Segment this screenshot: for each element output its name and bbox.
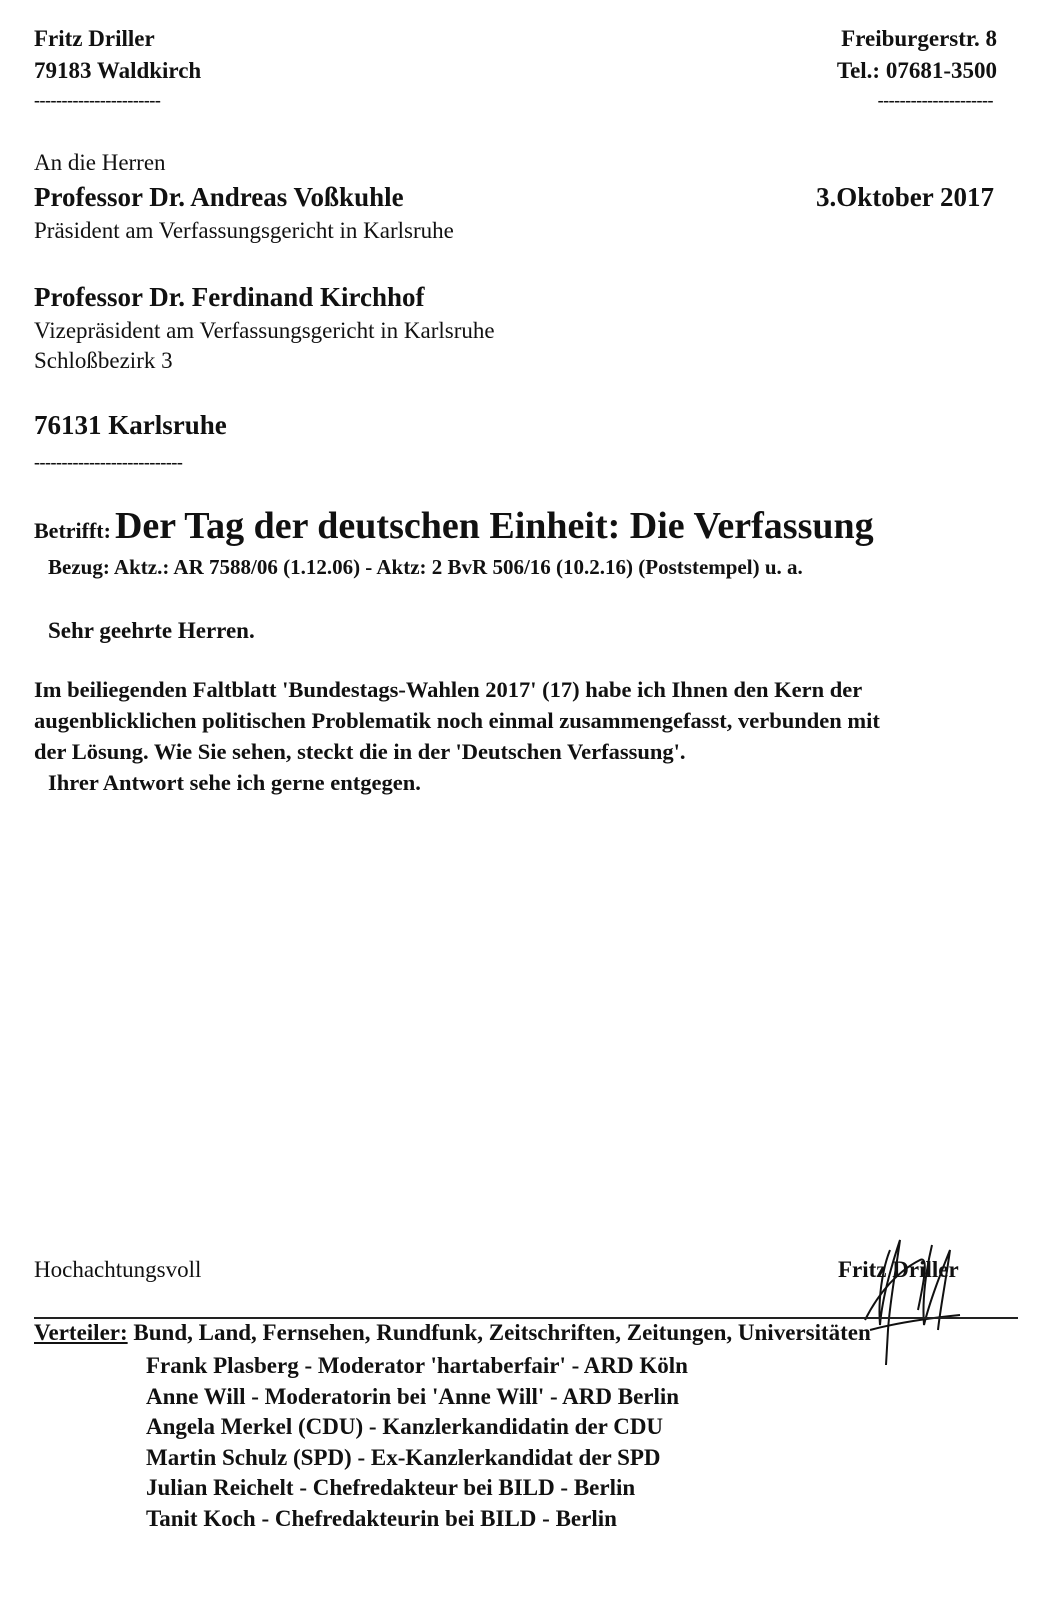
letter-date: 3.Oktober 2017 [815,182,994,212]
distribution-entry: Frank Plasberg - Moderator 'hartaberfair' - ARD Köln [146,1353,688,1378]
distribution-entry: Julian Reichelt - Chefredakteur bei BILD - Berlin [146,1475,636,1501]
separator-line [34,1317,1018,1319]
subject-title: Der Tag der deutschen Einheit: Die Verfassung [114,505,874,547]
recipient-first-name: Professor Dr. Andreas Voßkuhle [34,182,404,212]
sender-street: Freiburgerstr. 8 [841,26,997,51]
signature-name: Fritz Driller [838,1257,959,1282]
sender-dashes-right: --------------------- [877,90,993,110]
handwritten-signature [860,1230,970,1370]
sender-name: Fritz Driller [34,26,155,51]
body-line-3: der Lösung. Wie Sie sehen, steckt die in der 'Deutschen Verfassung'. [34,739,686,764]
recipient-city: 76131 Karlsruhe [34,410,227,440]
sender-dashes: ----------------------- [34,90,161,110]
recipient-second-name: Professor Dr. Ferdinand Kirchhof [34,282,425,312]
body-paragraph [34,674,1024,798]
recipient-second-title: Vizepräsident am Verfassungsgericht in Karlsruhe [34,318,495,343]
distribution-entry: Anne Will - Moderatorin bei 'Anne Will' - ARD Berlin [146,1383,680,1409]
body-line-1: Im beiliegenden Faltblatt 'Bundestags-Wahlen 2017' (17) habe ich Ihnen den Kern der [34,677,863,702]
subject-prefix: Betrifft: [34,518,111,543]
salutation-header: An die Herren [34,150,166,175]
greeting: Sehr geehrte Herren. [48,618,255,643]
sender-phone: Tel.: 07681-3500 [836,58,997,83]
distribution-list [146,1351,688,1535]
recipient-street: Schloßbezirk 3 [34,348,173,373]
distribution-entry: Martin Schulz (SPD) - Ex-Kanzlerkandidat der SPD [146,1444,661,1470]
distribution-label: Verteiler: [34,1320,128,1345]
body-closing-line: Ihrer Antwort sehe ich gerne entgegen. [48,770,421,795]
recipient-first-title: Präsident am Verfassungsgericht in Karlsruhe [34,218,454,243]
distribution-entry: Tanit Koch - Chefredakteurin bei BILD - Berlin [146,1505,617,1531]
subject-reference: Bezug: Aktz.: AR 7588/06 (1.12.06) - Aktz: 2 BvR 506/16 (10.2.16) (Poststempel) u. a. [48,555,803,579]
subject-line [34,504,874,548]
distribution-entry: Angela Merkel (CDU) - Kanzlerkandidatin der CDU [146,1414,664,1440]
distribution-first-line [34,1320,871,1346]
body-line-2: augenblicklichen politischen Problematik noch einmal zusammengefasst, verbunden mit [34,708,880,733]
sender-city: 79183 Waldkirch [34,58,202,83]
recipient-dashes: --------------------------- [34,452,183,472]
regards: Hochachtungsvoll [34,1257,202,1282]
distribution-groups: Bund, Land, Fernsehen, Rundfunk, Zeitschriften, Zeitungen, Universitäten [133,1320,871,1345]
